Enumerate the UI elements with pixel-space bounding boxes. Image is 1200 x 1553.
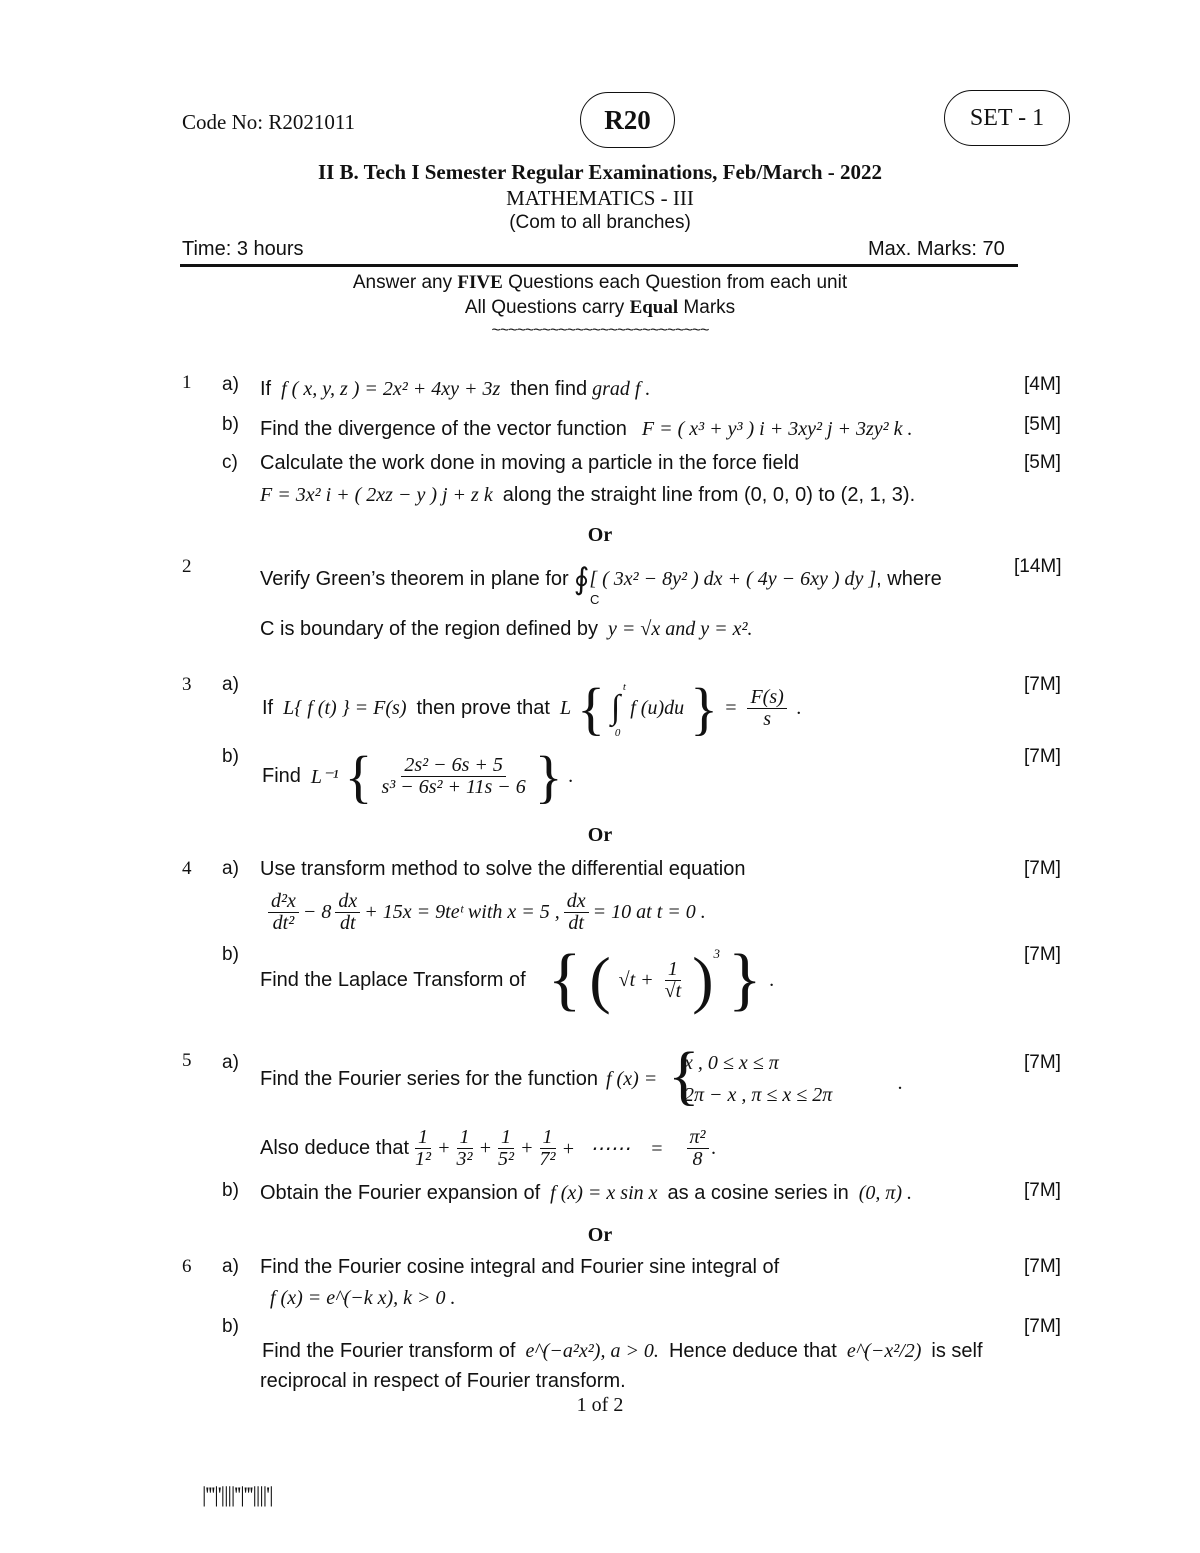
q6b-desc2: Hence deduce that [668, 1340, 837, 1362]
brace-right: } [534, 743, 563, 809]
exam-title: II B. Tech I Semester Regular Examinations, Feb/March - 2022 [317, 160, 883, 184]
fraction-numerator: dx [564, 891, 589, 913]
barcode: |'''|'||||''|'''||||'| [202, 1482, 273, 1507]
fraction-numerator: F(s) [747, 687, 786, 709]
q2-tail: , where [876, 568, 942, 590]
marks-q3a: [7M] [1024, 674, 1061, 695]
paren-left: ( [589, 944, 611, 1015]
q1a-math: f ( x, y, z ) = 2x² + 4xy + 3z [281, 378, 501, 400]
equals-sign: = [723, 696, 738, 719]
q4b-desc: Find the Laplace Transform of [260, 968, 526, 991]
q2-text [260, 562, 942, 597]
question-number: 1 [182, 372, 192, 393]
fraction-denominator: 3² [456, 1147, 473, 1170]
marks-q6a: [7M] [1024, 1256, 1061, 1277]
fraction-numerator: dx [335, 891, 360, 913]
plus-sign: + [437, 1136, 451, 1159]
branches-note: (Com to all branches) [509, 212, 691, 233]
fraction-denominator: 1² [415, 1147, 431, 1170]
marks-q4a: [7M] [1024, 858, 1061, 879]
marks-q1c: [5M] [1024, 452, 1061, 473]
instruction-text: All Questions carry [464, 297, 630, 318]
fraction-denominator: 5² [498, 1147, 514, 1170]
q6b-desc: Find the Fourier transform of [262, 1340, 516, 1362]
marks-q1b: [5M] [1024, 414, 1061, 435]
q3a-text [262, 675, 802, 741]
q1a-text [260, 378, 650, 401]
paren-right: ) [692, 944, 714, 1015]
brace-right: } [728, 941, 762, 1018]
question-number: 4 [182, 858, 192, 879]
q3a-mid: then prove that [416, 696, 550, 719]
fraction-numerator: 1 [540, 1127, 556, 1149]
exam-time: Time: 3 hours [182, 238, 304, 260]
period: . [898, 1072, 903, 1094]
sub-label: a) [222, 858, 239, 879]
instruction-text: Questions each Question from each unit [502, 272, 848, 293]
marks-q5b: [7M] [1024, 1180, 1061, 1201]
sub-label: b) [222, 1180, 239, 1201]
fraction-denominator: 7² [539, 1147, 556, 1170]
q2-line2 [260, 618, 752, 641]
fraction-denominator: s [763, 707, 772, 730]
fraction-denominator: s³ − 6s² + 11s − 6 [381, 775, 526, 798]
marks-q3b: [7M] [1024, 746, 1061, 767]
q5a-case2: 2π − x , π ≤ x ≤ 2π [684, 1084, 833, 1106]
contour-integral-icon: ∮ [573, 563, 590, 596]
q2-desc2: C is boundary of the region defined by [260, 618, 598, 640]
q5a-case1: x , 0 ≤ x ≤ π [684, 1052, 779, 1074]
q1b-desc: Find the divergence of the vector function [260, 418, 627, 440]
q3a-lhs: L [559, 696, 572, 719]
q4a-equation [268, 886, 706, 938]
q1a-math2: grad f . [592, 378, 651, 400]
period: . [568, 764, 574, 787]
regulation-badge: R20 [580, 92, 675, 148]
subject-title: MATHEMATICS - III [506, 186, 694, 210]
set-badge: SET - 1 [944, 90, 1070, 146]
term: = 10 at t = 0 . [592, 900, 706, 923]
inverse-laplace-op: L⁻¹ [310, 765, 339, 788]
question-number: 2 [182, 556, 192, 577]
fraction-numerator: d²x [268, 891, 299, 913]
fraction-numerator: 1 [665, 959, 681, 981]
or-separator: Or [587, 824, 613, 846]
sub-label: b) [222, 414, 239, 435]
fraction-denominator: √t [664, 979, 682, 1002]
q6b-math2: e^(−x²/2) [846, 1340, 922, 1362]
brace-left: { [668, 1039, 700, 1112]
q6a-text: Find the Fourier cosine integral and Fourier sine integral of [260, 1256, 780, 1278]
sub-label: b) [222, 1316, 239, 1337]
q6b-math: e^(−a²x²), a > 0. [525, 1340, 659, 1362]
q1b-math: F = ( x³ + y³ ) i + 3xy² j + 3zy² k . [641, 418, 913, 440]
q2-math2: y = √x and y = x². [608, 618, 753, 640]
marks-q2: [14M] [1014, 556, 1062, 577]
q1a-pre: If [260, 378, 272, 400]
period: . [796, 696, 802, 719]
fraction-numerator: 1 [415, 1127, 431, 1149]
sub-label: a) [222, 374, 239, 395]
q5b-math: f (x) = x sin x [550, 1182, 658, 1204]
instruction-bold: FIVE [457, 272, 503, 293]
term: − 8 [302, 900, 332, 923]
q3a-pre: If [262, 696, 274, 719]
brace-left: { [577, 675, 605, 741]
question-number: 5 [182, 1050, 192, 1071]
q5b-desc: Obtain the Fourier expansion of [260, 1182, 541, 1204]
integral-upper: t [622, 681, 626, 693]
plus-sign: + [478, 1136, 492, 1159]
sub-label: b) [222, 944, 239, 965]
marks-q6b: [7M] [1024, 1316, 1061, 1337]
q1a-mid: then find [510, 378, 588, 400]
q3b-text [262, 743, 574, 809]
instruction-line-2 [0, 297, 1200, 319]
instruction-line-1 [0, 272, 1200, 294]
contour-label: C [590, 592, 600, 607]
q2-math: [ ( 3x² − 8y² ) dx + ( 4y − 6xy ) dy ] [589, 568, 877, 590]
sub-label: a) [222, 1256, 239, 1277]
or-separator: Or [587, 524, 613, 546]
brace-left: { [547, 941, 582, 1018]
fraction-numerator: 2s² − 6s + 5 [401, 755, 506, 777]
q4a-text: Use transform method to solve the differential equation [260, 858, 746, 880]
question-number: 3 [182, 674, 192, 695]
q5a-fx: f (x) = [606, 1068, 658, 1090]
question-number: 6 [182, 1256, 192, 1277]
exponent: 3 [713, 946, 721, 961]
q1c-math: F = 3x² i + ( 2xz − y ) j + z k [260, 484, 493, 506]
page-number: 1 of 2 [576, 1394, 624, 1416]
marks-q4b: [7M] [1024, 944, 1061, 965]
fraction-numerator: π² [687, 1127, 709, 1149]
sub-label: a) [222, 674, 239, 695]
instruction-text: Marks [678, 297, 736, 318]
instruction-bold: Equal [629, 297, 679, 318]
q5b-desc2: as a cosine series in [667, 1182, 849, 1204]
period: . [711, 1136, 717, 1159]
q3a-integrand: f (u)du [630, 696, 685, 719]
q2-desc: Verify Green’s theorem in plane for [260, 568, 569, 590]
q1b-text [260, 418, 913, 441]
q1c-text: Calculate the work done in moving a particle in the force field [260, 452, 800, 474]
brace-right: } [690, 675, 718, 741]
series-dots: + ⋯⋯ = [561, 1137, 664, 1160]
q5a-deduce-text: Also deduce that [260, 1136, 409, 1159]
q6b-desc3: is self [931, 1340, 983, 1362]
instruction-text: Answer any [352, 272, 458, 293]
q3b-pre: Find [262, 764, 301, 787]
q1c-line2 [260, 484, 915, 507]
fraction-denominator: dt² [272, 911, 295, 934]
tilde-divider: ~~~~~~~~~~~~~~~~~~~~~~~~~~ [491, 322, 709, 339]
q6b-line2: reciprocal in respect of Fourier transform. [260, 1370, 626, 1392]
fraction-denominator: dt [568, 911, 584, 934]
q3a-math: L{ f (t) } = F(s) [283, 696, 407, 719]
plus-sign: + [520, 1136, 534, 1159]
or-separator: Or [587, 1224, 613, 1246]
sub-label: b) [222, 746, 239, 767]
fraction-numerator: 1 [457, 1127, 473, 1149]
brace-left: { [344, 743, 373, 809]
q6a-math: f (x) = e^(−k x), k > 0 . [270, 1287, 456, 1309]
period: . [769, 968, 775, 991]
q5b-text [260, 1182, 912, 1205]
max-marks: Max. Marks: 70 [868, 238, 1005, 260]
sub-label: c) [222, 452, 238, 473]
term: + 15x = 9teᵗ with x = 5 , [364, 900, 560, 923]
fraction-denominator: 8 [692, 1147, 703, 1170]
integral-lower: 0 [614, 727, 621, 739]
q6b-text [262, 1340, 983, 1363]
sqrt-term: √t + [618, 968, 654, 991]
marks-q1a: [4M] [1024, 374, 1061, 395]
integral-icon: ∫ [610, 689, 621, 726]
fraction-numerator: 1 [498, 1127, 514, 1149]
q5a-deduce [260, 1122, 717, 1174]
sub-label: a) [222, 1052, 239, 1073]
fraction-denominator: dt [340, 911, 356, 934]
q5b-math2: (0, π) . [858, 1182, 913, 1204]
q5a-text: Find the Fourier series for the function [260, 1068, 598, 1090]
header-divider [180, 264, 1018, 267]
q1c-desc2: along the straight line from (0, 0, 0) to (2, 1, 3). [502, 484, 916, 506]
q4b-text [260, 941, 775, 1018]
code-number: Code No: R2021011 [182, 110, 356, 134]
marks-q5a: [7M] [1024, 1052, 1061, 1073]
